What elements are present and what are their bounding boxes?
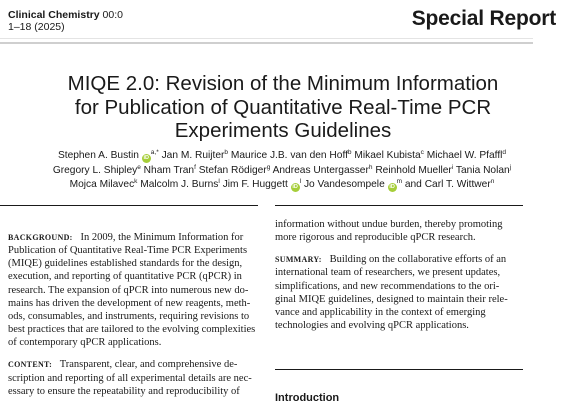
content-label: CONTENT: bbox=[8, 360, 53, 370]
author-affil: i bbox=[451, 163, 454, 171]
article-title bbox=[20, 72, 546, 143]
author-affil: h bbox=[368, 163, 373, 171]
text-line: ginal MIQE guidelines, designed to maintain their rele- bbox=[275, 293, 508, 305]
author-line-2 bbox=[14, 164, 550, 179]
abstract-rule-right bbox=[275, 205, 523, 206]
orcid-icon[interactable]: iD bbox=[292, 184, 298, 191]
author-name: Gregory L. Shipley bbox=[52, 164, 138, 176]
article-type: Special Report bbox=[411, 7, 556, 30]
content-paragraph bbox=[8, 358, 258, 397]
header-rule bbox=[0, 42, 533, 44]
author-name: Reinhold Mueller bbox=[375, 164, 452, 176]
author-affil: a,* bbox=[150, 149, 159, 156]
text-line: scription and reporting of all experimental details are nec- bbox=[8, 372, 252, 384]
text-line: vance and applicability in the context of emerging bbox=[275, 306, 486, 318]
orcid-icon[interactable]: iD bbox=[143, 155, 150, 161]
author-affil: g bbox=[266, 163, 271, 171]
author-affil: e bbox=[137, 163, 141, 171]
title-line-2: for Publication of Quantitative Real-Time PCR bbox=[74, 95, 492, 119]
text-line: best practices that are tailored to the evolving complexities bbox=[8, 324, 256, 336]
text-line: Building on the collaborative efforts of an bbox=[329, 254, 507, 266]
author-line-1 bbox=[14, 149, 550, 164]
text-line: mains has driven the development of new reagents, meth- bbox=[8, 297, 251, 309]
author-name: Michael W. Pfaffl bbox=[426, 150, 503, 161]
author-name: Stefan Rödiger bbox=[198, 164, 267, 176]
author-affil: b bbox=[224, 149, 229, 156]
pages-year: 1–18 (2025) bbox=[8, 21, 65, 33]
author-affil: l bbox=[218, 178, 220, 186]
author-name: Jo Vandesompele bbox=[303, 179, 385, 191]
title-line-1: MIQE 2.0: Revision of the Minimum Information bbox=[67, 72, 499, 95]
author-name: Malcolm J. Burns bbox=[140, 179, 219, 191]
author-affil: j bbox=[509, 163, 512, 171]
journal-name: Clinical Chemistry bbox=[8, 9, 100, 21]
author-name: Maurice J.B. van den Hoff bbox=[230, 150, 348, 161]
author-name: Mojca Milavec bbox=[69, 179, 135, 191]
background-paragraph bbox=[8, 231, 258, 349]
text-line: of contemporary qPCR applications. bbox=[8, 337, 162, 349]
text-line: technologies and evolving qPCR applications. bbox=[275, 320, 469, 332]
background-label: BACKGROUND: bbox=[8, 233, 73, 242]
summary-label: SUMMARY: bbox=[275, 255, 322, 265]
text-line: research. The expansion of qPCR into numerous new do- bbox=[8, 284, 249, 296]
author-name: Mikael Kubista bbox=[354, 150, 421, 161]
abstract-end-rule bbox=[275, 369, 523, 370]
author-list bbox=[14, 149, 550, 193]
text-line: simplifications, and new recommendations to the ori- bbox=[275, 280, 500, 292]
abstract-rule-left bbox=[0, 205, 258, 206]
author-affil: l bbox=[299, 178, 302, 186]
author-line-3: Mojca Milavec$^k$ Malcolm J. Burns$^l$ Jim F. Huggett $iD^l$ Jo Vandesompele $iD^m$ and Carl T. Wittwer$^n$ bbox=[69, 178, 495, 191]
text-line: international team of researchers, we present updates, bbox=[275, 267, 501, 279]
author-name: Andreas Untergasser bbox=[272, 164, 369, 176]
journal-volume: 00:0 bbox=[102, 9, 123, 21]
abstract-left-column bbox=[8, 231, 258, 398]
text-line: information without undue burden, thereby promoting bbox=[275, 219, 503, 230]
author-affil: f bbox=[194, 163, 196, 171]
author-name: Nham Tran bbox=[143, 164, 195, 176]
author-name: Jan M. Ruijter bbox=[161, 150, 225, 161]
text-line: Transparent, clear, and comprehensive de- bbox=[59, 359, 238, 371]
author-affil: d bbox=[502, 149, 507, 156]
text-line: In 2009, the Minimum Information for bbox=[80, 232, 244, 243]
header-rule-thin bbox=[0, 38, 533, 39]
author-name: Carl T. Wittwer bbox=[424, 179, 491, 191]
author-affil: k bbox=[134, 178, 138, 186]
title-line-3: Experiments Guidelines bbox=[174, 119, 392, 142]
summary-paragraph bbox=[275, 253, 523, 332]
author-affil: n bbox=[490, 178, 495, 186]
text-line: Publication of Quantitative Real-Time PCR Experiments bbox=[8, 245, 248, 257]
text-line: essary to ensure the repeatability and reproducibility of bbox=[8, 385, 240, 397]
text-line: execution, and reporting of quantitative PCR (qPCR) in bbox=[8, 271, 242, 283]
orcid-icon[interactable]: iD bbox=[389, 184, 395, 191]
author-affil: b bbox=[347, 149, 352, 156]
text-line: ods, consumables, and instruments, requiring revisions to bbox=[8, 310, 250, 322]
journal-info bbox=[8, 9, 123, 33]
author-name: Jim F. Huggett bbox=[222, 179, 288, 191]
author-affil: c bbox=[420, 149, 424, 156]
author-name: Tania Nolan bbox=[455, 164, 510, 176]
author-affil: m bbox=[396, 178, 403, 186]
abstract-right-column bbox=[275, 218, 523, 332]
text-line: (MIQE) guidelines established standards for the design, bbox=[8, 258, 243, 270]
author-name: Stephen A. Bustin bbox=[57, 150, 139, 161]
introduction-heading: Introduction bbox=[275, 392, 340, 404]
text-line: more rigorous and reproducible qPCR research. bbox=[275, 232, 476, 244]
